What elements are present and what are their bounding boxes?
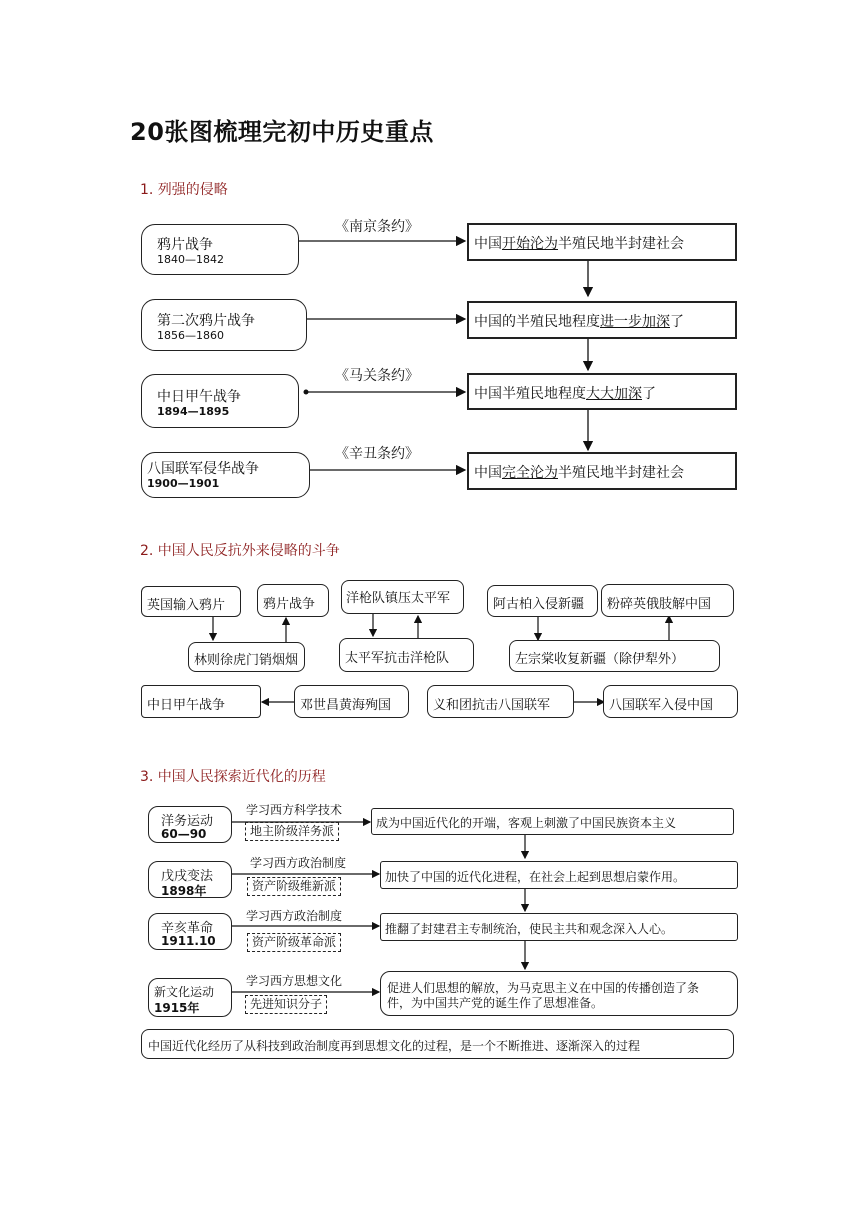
- result-text-post: 半殖民地半封建社会: [558, 236, 684, 252]
- event-name: 戊戌变法: [161, 869, 214, 884]
- result-text-pre: 中国: [474, 236, 502, 252]
- box-label: 八国联军入侵中国: [609, 698, 714, 713]
- treaty-shimonoseki: 《马关条约》: [335, 368, 419, 384]
- war-years: 1900—1901: [147, 477, 220, 490]
- section-2-heading: 2. 中国人民反抗外来侵略的斗争: [140, 543, 340, 559]
- war-years: 1894—1895: [157, 405, 230, 418]
- result-text-line-1: 促进人们思想的解放，为马克思主义在中国的传播创造了条: [387, 981, 700, 995]
- event-date: 1915年: [154, 1001, 200, 1015]
- s3-event-box-revolution: [148, 913, 232, 950]
- result-text-emphasis: 完全沦为: [502, 465, 558, 481]
- war-years: 1856—1860: [157, 329, 224, 342]
- box-label: 阿古柏入侵新疆: [493, 597, 585, 612]
- group-label: 地主阶级洋务派: [245, 822, 339, 841]
- result-text-post: 了: [642, 386, 656, 402]
- s3-event-box-westernization: [148, 806, 232, 843]
- event-name: 辛亥革命: [161, 921, 214, 936]
- event-name: 洋务运动: [161, 814, 214, 829]
- box-label: 邓世昌黄海殉国: [300, 698, 392, 713]
- event-date: 1911.10: [161, 934, 216, 948]
- treaty-nanjing: 《南京条约》: [335, 219, 419, 235]
- war-name: 八国联军侵华战争: [147, 461, 259, 477]
- s3-result-box-2: [380, 861, 738, 889]
- result-text-pre: 中国半殖民地程度: [474, 386, 586, 402]
- result-text-pre: 中国: [474, 465, 502, 481]
- result-text-emphasis: 大大加深: [586, 386, 642, 402]
- result-text: 推翻了封建君主专制统治，使民主共和观念深入人心。: [385, 922, 674, 936]
- s3-result-box-1: [371, 808, 734, 835]
- result-text: 成为中国近代化的开端，客观上刺激了中国民族资本主义: [376, 816, 677, 830]
- section-3-heading: 3. 中国人民探索近代化的历程: [140, 769, 326, 785]
- section-1-heading: 1. 列强的侵略: [140, 182, 228, 198]
- box-label: 鸦片战争: [263, 597, 316, 612]
- event-date: 60—90: [161, 827, 207, 841]
- event-name: 新文化运动: [154, 985, 215, 999]
- box-label: 太平军抗击洋枪队: [345, 651, 450, 666]
- box-label: 英国输入鸦片: [147, 598, 226, 613]
- box-label: 左宗棠收复新疆（除伊犁外）: [515, 652, 685, 667]
- event-date: 1898年: [161, 884, 207, 898]
- s3-result-box-4: [380, 971, 738, 1016]
- s3-summary-box: [141, 1029, 734, 1059]
- page-title: 20张图梳理完初中历史重点: [130, 118, 434, 146]
- learn-label: 学习西方政治制度: [246, 909, 343, 923]
- war-name: 鸦片战争: [157, 237, 213, 253]
- learn-label: 学习西方政治制度: [250, 856, 347, 870]
- result-text-emphasis: 开始沦为: [502, 236, 558, 252]
- result-text-post: 了: [670, 314, 684, 330]
- war-name: 中日甲午战争: [157, 389, 241, 405]
- learn-label: 学习西方科学技术: [246, 803, 343, 817]
- box-label: 洋枪队镇压太平军: [346, 591, 451, 606]
- summary-text: 中国近代化经历了从科技到政治制度再到思想文化的过程，是一个不断推进、逐渐深入的过程: [148, 1039, 641, 1053]
- result-text-post: 半殖民地半封建社会: [558, 465, 684, 481]
- box-label: 林则徐虎门销烟烟: [194, 653, 299, 668]
- box-label: 义和团抗击八国联军: [433, 698, 551, 713]
- result-text: 加快了中国的近代化进程，在社会上起到思想启蒙作用。: [385, 870, 686, 884]
- war-name: 第二次鸦片战争: [157, 313, 255, 329]
- box-label: 中日甲午战争: [147, 698, 226, 713]
- result-text-emphasis: 进一步加深: [600, 314, 670, 330]
- s3-event-box-new-culture: [148, 978, 232, 1017]
- s3-event-box-reform: [148, 861, 232, 898]
- treaty-boxer: 《辛丑条约》: [335, 446, 419, 462]
- group-label: 资产阶级革命派: [247, 933, 341, 952]
- group-label: 资产阶级维新派: [247, 877, 341, 896]
- result-text-line-2: 件，为中国共产党的诞生作了思想准备。: [387, 996, 604, 1010]
- result-text-pre: 中国的半殖民地程度: [474, 314, 600, 330]
- box-label: 粉碎英俄肢解中国: [607, 597, 712, 612]
- learn-label: 学习西方思想文化: [246, 974, 343, 988]
- s3-result-box-3: [380, 913, 738, 941]
- war-years: 1840—1842: [157, 253, 224, 266]
- group-label: 先进知识分子: [245, 995, 327, 1014]
